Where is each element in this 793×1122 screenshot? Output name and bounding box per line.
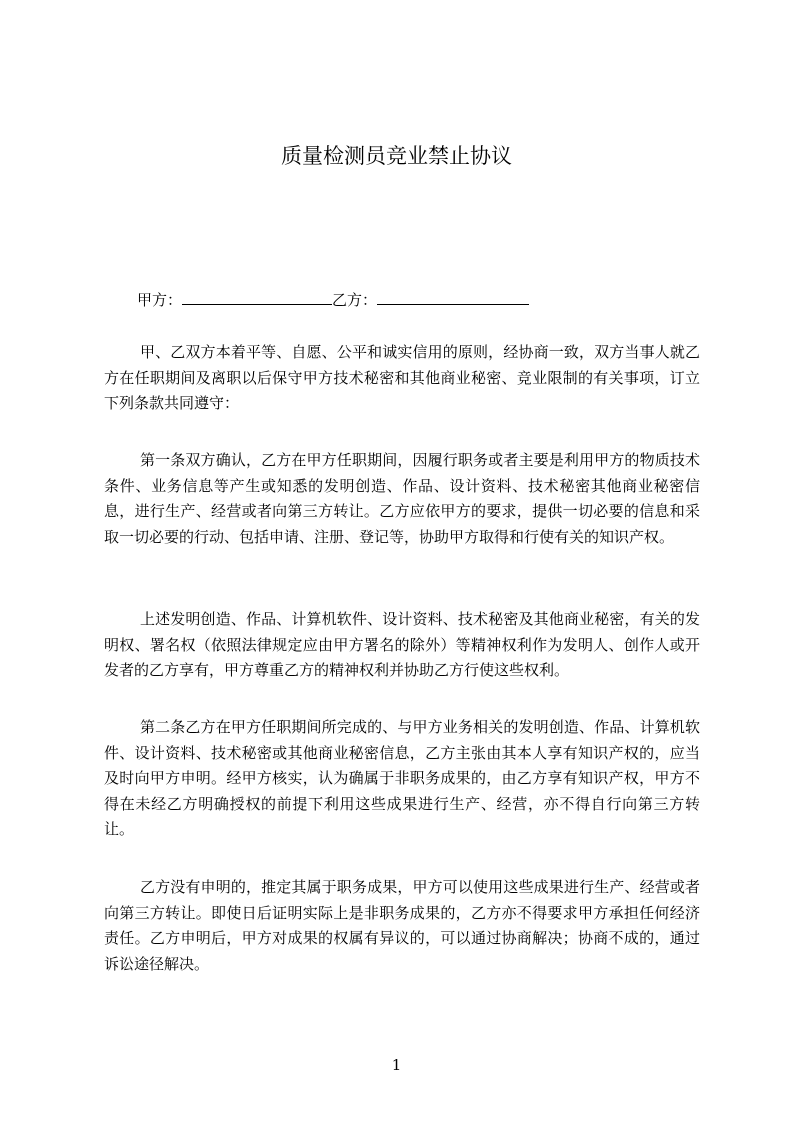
party-a-label: 甲方： [137, 291, 183, 309]
party-b-label: 乙方： [332, 291, 378, 309]
paragraph-article-2: 第二条乙方在甲方任职期间所完成的、与甲方业务相关的发明创造、作品、计算机软件、设计资料、技术秘密或其他商业秘密信息，乙方主张由其本人享有知识产权的，应当及时向甲方申明。经甲方核实，认为确属于非职务成果的，由乙方享有知识产权，甲方不得在未经乙方明确授权的前提下利用这些成果进行生产、经营，亦不得自行向第三方转让。 [104, 718, 700, 838]
paragraph-preamble: 甲、乙双方本着平等、自愿、公平和诚实信用的原则，经协商一致，双方当事人就乙方在任职期间及离职以后保守甲方技术秘密和其他商业秘密、竞业限制的有关事项，订立下列条款共同遵守： [104, 343, 700, 412]
party-signature-line [137, 290, 529, 310]
page-number: 1 [391, 1056, 402, 1074]
paragraph-article-1: 第一条双方确认，乙方在甲方任职期间，因履行职务或者主要是利用甲方的物质技术条件、业务信息等产生或知悉的发明创造、作品、设计资料、技术秘密其他商业秘密信息，进行生产、经营或者向第三方转让。乙方应依甲方的要求，提供一切必要的信息和采取一切必要的行动、包括申请、注册、登记等，协助甲方取得和行使有关的知识产权。 [104, 451, 700, 546]
paragraph-undeclared-results: 乙方没有申明的，推定其属于职务成果，甲方可以使用这些成果进行生产、经营或者向第三方转让。即使日后证明实际上是非职务成果的，乙方亦不得要求甲方承担任何经济责任。乙方申明后，甲方对成果的权属有异议的，可以通过协商解决；协商不成的，通过诉讼途径解决。 [104, 878, 700, 973]
party-b-blank [377, 290, 529, 305]
document-title: 质量检测员竞业禁止协议 [281, 144, 512, 168]
paragraph-moral-rights: 上述发明创造、作品、计算机软件、设计资料、技术秘密及其他商业秘密，有关的发明权、署名权（依照法律规定应由甲方署名的除外）等精神权利作为发明人、创作人或开发者的乙方享有，甲方尊重乙方的精神权利并协助乙方行使这些权利。 [104, 610, 700, 679]
party-a-blank [182, 290, 332, 305]
